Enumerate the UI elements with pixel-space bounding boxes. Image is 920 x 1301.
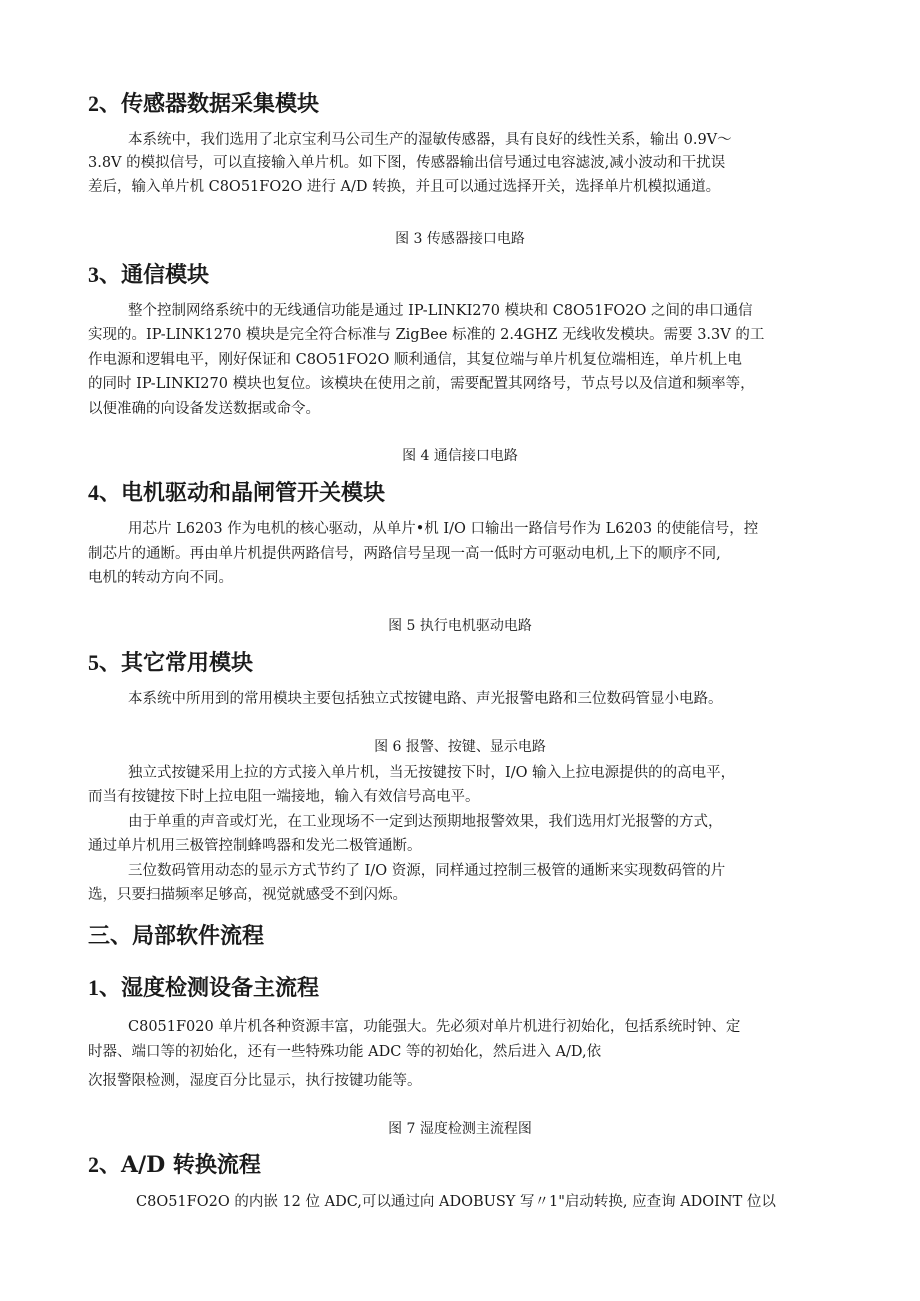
paragraph-line: 本系统中所用到的常用模块主要包括独立式按键电路、声光报警电路和三位数码管显小电路。 xyxy=(128,691,723,707)
heading-other-modules: 5、其它常用模块 xyxy=(88,650,254,676)
paragraph-line: 本系统中，我们选用了北京宝利马公司生产的湿敏传感器，具有良好的线性关系，输出 0.9V～ xyxy=(128,132,732,148)
paragraph-line: 时器、端口等的初始化，还有一些特殊功能 ADC 等的初始化，然后进入 A/D,依 xyxy=(88,1044,602,1060)
paragraph-line: 独立式按键采用上拉的方式接入单片机，当无按键按下时，I/O 输入上拉电源提供的的高电平， xyxy=(128,765,736,781)
paragraph-line: 电机的转动方向不同。 xyxy=(88,570,233,586)
paragraph-line: 用芯片 L6203 作为电机的核心驱动，从单片•机 I/O 口输出一路信号作为 L6203 的使能信号，控 xyxy=(128,521,759,537)
heading-ad-flow: 2、A/D 转换流程 xyxy=(88,1152,261,1178)
heading-main-flow: 1、湿度检测设备主流程 xyxy=(88,975,320,1001)
paragraph-line: 实现的。IP-LINK1270 模块是完全符合标准与 ZigBee 标准的 2.4GHZ 无线收发模块。需要 3.3V 的工 xyxy=(88,327,765,343)
paragraph-line: 次报警限检测，湿度百分比显示，执行按键功能等。 xyxy=(88,1073,422,1089)
heading-communication-module: 3、通信模块 xyxy=(88,262,210,288)
paragraph-line: 的同时 IP-LINKI270 模块也复位。该模块在使用之前，需要配置其网络号，节点号以及信道和频率等， xyxy=(88,376,755,392)
paragraph-line: 作电源和逻辑电平，刚好保证和 C8O51FO2O 顺利通信，其复位端与单片机复位端相连，单片机上电 xyxy=(88,352,742,368)
figure-caption-7: 图 7 湿度检测主流程图 xyxy=(388,1121,532,1137)
paragraph-line: 整个控制网络系统中的无线通信功能是通过 IP-LINKI270 模块和 C8O51FO2O 之间的串口通信 xyxy=(128,303,753,319)
paragraph-line: 以便准确的向设备发送数据或命令。 xyxy=(88,401,320,417)
paragraph-line: 3.8V 的模拟信号，可以直接输入单片机。如下图，传感器输出信号通过电容滤波,减小波动和干扰误 xyxy=(88,155,726,171)
paragraph-line: 差后，输入单片机 C8O51FO2O 进行 A/D 转换，并且可以通过选择开关，选择单片机模拟通道。 xyxy=(88,179,721,195)
paragraph-line: C8O51FO2O 的内嵌 12 位 ADC,可以通过向 ADOBUSY 写〃1"启动转换, 应查询 ADOINT 位以 xyxy=(136,1194,776,1210)
paragraph-line: 由于单重的声音或灯光，在工业现场不一定到达预期地报警效果，我们选用灯光报警的方式， xyxy=(128,814,723,830)
paragraph-line: 制芯片的通断。再由单片机提供两路信号，两路信号呈现一高一低时方可驱动电机,上下的顺序不同, xyxy=(88,546,721,562)
paragraph-line: 三位数码管用动态的显示方式节约了 I/O 资源，同样通过控制三极管的通断来实现数码管的片 xyxy=(128,863,726,879)
figure-caption-3: 图 3 传感器接口电路 xyxy=(395,231,525,247)
heading-motor-module: 4、电机驱动和晶闸管开关模块 xyxy=(88,480,386,506)
figure-caption-5: 图 5 执行电机驱动电路 xyxy=(388,618,532,634)
paragraph-line: C8051F020 单片机各种资源丰富，功能强大。先必须对单片机进行初始化，包括系统时钟、定 xyxy=(128,1019,741,1035)
figure-caption-6: 图 6 报警、按键、显示电路 xyxy=(374,739,546,755)
figure-caption-4: 图 4 通信接口电路 xyxy=(402,448,518,464)
paragraph-line: 选，只要扫描频率足够高，视觉就感受不到闪烁。 xyxy=(88,887,407,903)
paragraph-line: 通过单片机用三极管控制蜂鸣器和发光二极管通断。 xyxy=(88,838,422,854)
heading-sensor-module: 2、传感器数据采集模块 xyxy=(88,91,320,117)
heading-part-three: 三、局部软件流程 xyxy=(88,923,265,949)
paragraph-line: 而当有按键按下时上拉电阻一端接地，输入有效信号高电平。 xyxy=(88,789,480,805)
